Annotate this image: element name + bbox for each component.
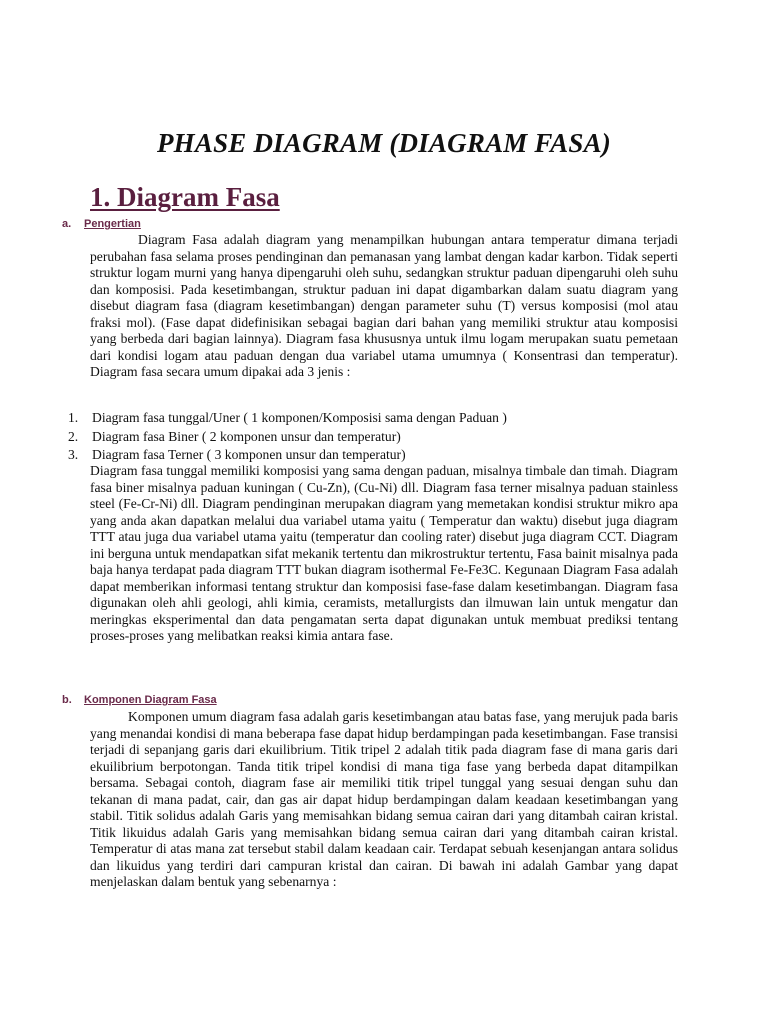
list-item: 2. Diagram fasa Biner ( 2 komponen unsur dan temperatur) xyxy=(68,429,401,444)
subheading-komponen xyxy=(62,694,217,706)
subheading-pengertian xyxy=(62,218,141,230)
subheading-label: Komponen Diagram Fasa xyxy=(84,694,217,706)
subheading-marker: a. xyxy=(62,218,72,230)
paragraph-components: Komponen umum diagram fasa adalah garis kesetimbangan atau batas fase, yang merujuk pada baris yang menandai kondisi di mana beberapa fase dapat hidup berdampingan pada kesetimbangan. Fase transisi terjadi di sepanjang garis dari ekuilibrium. Titik tripel 2 adalah titik pada diagram fase di mana garis dari ekuilibrium berpotongan. Tanda titik tripel kondisi di mana tiga fase yang berbeda dapat ditampilkan bersama. Sebagai contoh, diagram fase air memiliki titik tripel tunggal yang sesuai dengan suhu dan tekanan di mana padat, cair, dan gas air dapat hidup berdampingan dalam keadaan kesetimbangan yang stabil. Titik solidus adalah Garis yang memisahkan bidang semua cairan dari yang ditambah cairan kristal. Titik likuidus adalah Garis yang memisahkan bidang semua cairan dari yang ditambah cairan kristal. Temperatur di atas mana zat tersebut stabil dalam keadaan cair. Terdapat sebuah kesenjangan antara solidus dan likuidus yang terdiri dari campuran kristal dan cairan. Di bawah ini adalah Gambar yang dapat menjelaskan dalam bentuk yang sebenarnya : xyxy=(90,709,678,889)
section-heading: 1. Diagram Fasa xyxy=(90,182,280,212)
subheading-label: Pengertian xyxy=(84,218,141,230)
paragraph-definition: Diagram Fasa adalah diagram yang menampilkan hubungan antara temperatur dimana terjadi perubahan fasa selama proses pendinginan dan pemanasan yang lambat dengan kadar karbon. Tidak seperti struktur logam murni yang hanya dipengaruhi oleh suhu, sedangkan struktur paduan dipengaruhi oleh suhu dan komposisi. Pada kesetimbangan, struktur paduan ini dapat digambarkan dalam suatu diagram yang disebut diagram fasa (diagram kesetimbangan) dengan parameter suhu (T) versus komposisi (mol atau fraksi mol). (Fase dapat didefinisikan sebagai bagian dari bahan yang memiliki struktur atau komposisi yang berbeda dari bagian lainnya). Diagram fasa khususnya untuk ilmu logam merupakan suatu pemetaan dari kondisi logam atau paduan dengan dua variabel utama umumnya ( Konsentrasi dan temperatur). Diagram fasa secara umum dipakai ada 3 jenis : xyxy=(90,232,678,379)
page-title: PHASE DIAGRAM (DIAGRAM FASA) xyxy=(156,128,611,158)
list-item: 3. Diagram fasa Terner ( 3 komponen unsur dan temperatur) xyxy=(68,447,406,462)
paragraph-explanation: Diagram fasa tunggal memiliki komposisi yang sama dengan paduan, misalnya timbale dan timah. Diagram fasa biner misalnya paduan kuningan ( Cu-Zn), (Cu-Ni) dll. Diagram fasa terner misalnya paduan stainless steel (Fe-Cr-Ni) dll. Diagram pendinginan merupakan diagram yang memetakan kondisi struktur mikro apa yang anda akan dapatkan melalui dua variabel utama yaitu ( Temperatur dan waktu) disebut juga diagram TTT atau juga dua variabel utama yaitu (temperatur dan cooling rater) disebut juga diagram CCT. Diagram ini berguna untuk mendapatkan sifat mekanik tertentu dan mikrostruktur tertentu, Fasa bainit misalnya pada baja hanya terdapat pada diagram TTT bukan diagram isothermal Fe-Fe3C. Kegunaan Diagram Fasa adalah dapat memberikan informasi tentang struktur dan komposisi fase-fase dalam kesetimbangan. Diagram fasa digunakan oleh ahli geologi, ahli kimia, ceramists, metallurgists dan ilmuwan lain untuk mengatur dan meringkas eksperimental dan data pengamatan serta dapat digunakan untuk membuat prediksi tentang proses-proses yang melibatkan reaksi kimia antara fase. xyxy=(90,463,678,643)
list-item: 1. Diagram fasa tunggal/Uner ( 1 komponen/Komposisi sama dengan Paduan ) xyxy=(68,410,507,425)
subheading-marker: b. xyxy=(62,694,72,706)
